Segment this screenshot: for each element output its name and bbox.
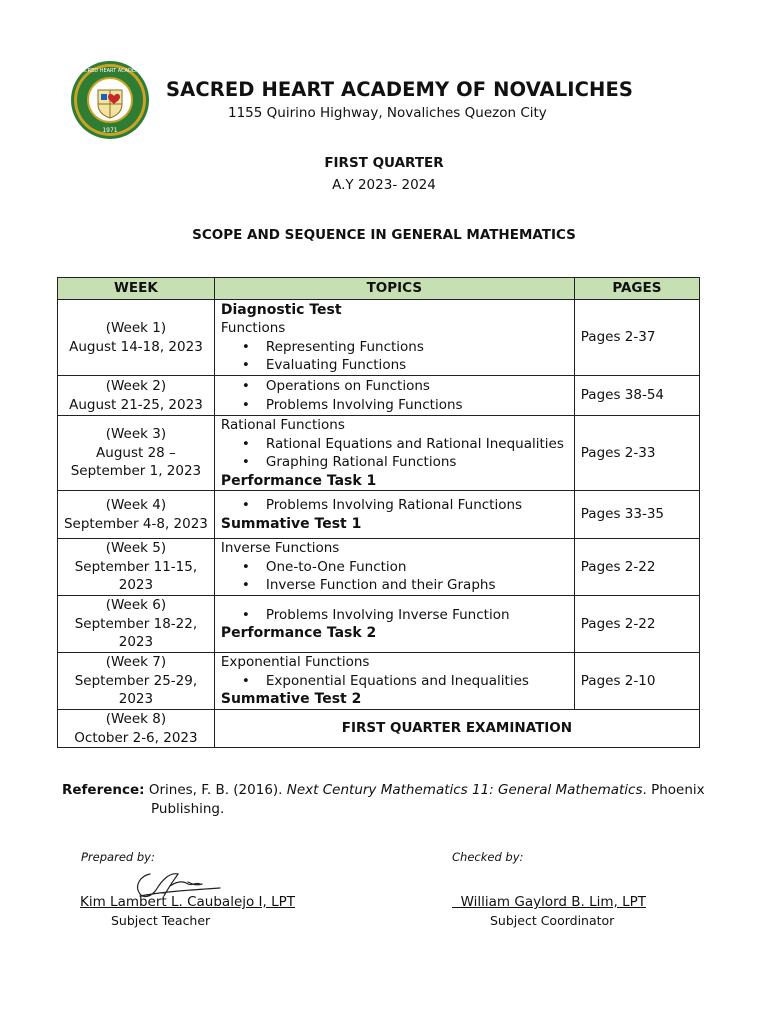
week-line: (Week 4) (105, 497, 167, 513)
week-cell (58, 539, 215, 596)
bullet-icon: • (241, 577, 250, 594)
exam-cell: FIRST QUARTER EXAMINATION (214, 710, 699, 748)
week-line: October 2-6, 2023 (74, 729, 198, 746)
bullet-icon: • (241, 454, 250, 470)
topic-text: Rational Equations and Rational Inequalities (265, 435, 564, 452)
pages-cell: Pages 38-54 (574, 376, 699, 416)
topic-heading: Functions (220, 320, 286, 336)
week-line: September 4-8, 2023 (63, 515, 208, 532)
reference-book-title: Next Century Mathematics 11: General Mathematics (286, 782, 643, 798)
week-line: September 18-22, (74, 615, 198, 632)
bullet-icon: • (241, 396, 250, 413)
header-topics: TOPICS (214, 278, 574, 300)
week-line: (Week 7) (105, 654, 167, 671)
topic-text: Operations on Functions (265, 378, 430, 394)
week-cell (58, 300, 215, 376)
topics-cell (214, 653, 574, 710)
topic-bullet-item (221, 496, 574, 515)
svg-text:1971: 1971 (102, 127, 118, 134)
topic-bullet-item (221, 377, 574, 396)
week-line: August 28 – (96, 444, 176, 461)
bullet-icon: • (241, 606, 250, 623)
topic-assessment: Performance Task 1 (220, 472, 377, 489)
week-cell (58, 491, 215, 539)
bullet-icon: • (241, 357, 250, 373)
topics-cell (214, 539, 574, 596)
topic-bullet-item (221, 356, 574, 375)
reference-publisher-continued: Publishing. (151, 801, 225, 817)
topic-assessment: Summative Test 1 (220, 515, 362, 532)
bullet-icon: • (241, 435, 250, 452)
table-row (58, 653, 700, 710)
svg-text:SACRED HEART ACADEMY: SACRED HEART ACADEMY (77, 68, 143, 74)
week-cell (58, 416, 215, 491)
pages-cell: Pages 2-33 (574, 416, 699, 491)
checked-by-name (452, 894, 646, 910)
reference (62, 781, 712, 819)
topics-cell (214, 300, 574, 376)
week-line: (Week 1) (105, 320, 167, 336)
topic-text: Problems Involving Inverse Function (265, 606, 510, 623)
topic-bullet-item (221, 435, 574, 454)
topics-cell (214, 596, 574, 653)
topic-text: Exponential Equations and Inequalities (265, 672, 529, 689)
document-title: SCOPE AND SEQUENCE IN GENERAL MATHEMATICS (192, 227, 576, 243)
topic-bullet-item (221, 338, 574, 357)
topic-assessment: Summative Test 2 (220, 691, 362, 708)
topic-bullet-item (221, 672, 574, 691)
topic-text: Inverse Function and their Graphs (265, 577, 496, 594)
topic-text: One-to-One Function (265, 558, 407, 575)
week-cell (58, 653, 215, 710)
topic-assessment: Diagnostic Test (220, 301, 342, 318)
pages-cell: Pages 2-22 (574, 596, 699, 653)
topic-text: Graphing Rational Functions (265, 454, 457, 470)
quarter-heading: FIRST QUARTER (324, 155, 444, 171)
week-line: (Week 5) (105, 540, 167, 557)
week-line: 2023 (118, 634, 154, 651)
bullet-icon: • (241, 672, 250, 689)
table-row (58, 491, 700, 539)
topic-text: Representing Functions (265, 338, 424, 355)
week-line: (Week 6) (105, 597, 167, 614)
table-row (58, 539, 700, 596)
school-address: 1155 Quirino Highway, Novaliches Quezon City (228, 105, 547, 121)
prepared-by-label: Prepared by: (81, 850, 155, 864)
table-row (58, 596, 700, 653)
week-line: (Week 8) (105, 711, 167, 727)
topic-bullet-item (221, 576, 574, 595)
topics-cell (214, 376, 574, 416)
table-row (58, 376, 700, 416)
school-seal-logo (70, 60, 150, 140)
prepared-by-name: Kim Lambert L. Caubalejo I, LPT (80, 894, 296, 910)
pages-cell: Pages 2-10 (574, 653, 699, 710)
prepared-by-role: Subject Teacher (111, 913, 211, 928)
topic-heading: Inverse Functions (220, 540, 340, 557)
table-body (58, 300, 700, 748)
checked-by-name-text: William Gaylord B. Lim, LPT (460, 894, 647, 910)
checked-by-label: Checked by: (452, 850, 524, 864)
scope-sequence-table (57, 277, 700, 748)
reference-label: Reference: (62, 782, 145, 798)
topic-assessment: Performance Task 2 (220, 625, 377, 641)
topic-bullet-item (221, 396, 574, 415)
reference-publisher: . Phoenix (642, 782, 705, 798)
bullet-icon: • (241, 558, 250, 575)
week-cell (58, 596, 215, 653)
week-line: 2023 (118, 577, 154, 594)
week-cell (58, 376, 215, 416)
topic-heading: Rational Functions (220, 417, 345, 433)
week-line: September 11-15, (74, 558, 198, 575)
week-line: August 14-18, 2023 (69, 338, 203, 355)
topic-text: Problems Involving Functions (265, 396, 463, 413)
checked-by-role: Subject Coordinator (490, 913, 615, 928)
topic-bullet-item (221, 453, 574, 472)
topics-cell (214, 491, 574, 539)
table-row (58, 416, 700, 491)
week-line: September 25-29, (74, 672, 198, 689)
topic-text: Evaluating Functions (265, 357, 407, 373)
topic-text: Problems Involving Rational Functions (265, 497, 523, 513)
week-line: September 1, 2023 (70, 463, 202, 480)
week-cell (58, 710, 215, 748)
topics-cell (214, 416, 574, 491)
week-line: August 21-25, 2023 (69, 396, 203, 413)
school-name: SACRED HEART ACADEMY OF NOVALICHES (166, 78, 634, 101)
reference-authors: Orines, F. B. (2016). (148, 782, 287, 798)
header-week: WEEK (58, 278, 215, 300)
header-pages: PAGES (574, 278, 699, 300)
pages-cell: Pages 2-22 (574, 539, 699, 596)
academic-year: A.Y 2023- 2024 (332, 177, 436, 193)
topic-bullet-item (221, 558, 574, 577)
week-line: 2023 (118, 691, 154, 708)
bullet-icon: • (241, 338, 250, 355)
pages-cell: Pages 2-37 (574, 300, 699, 376)
bullet-icon: • (241, 378, 250, 394)
week-line: (Week 2) (105, 378, 167, 394)
topic-bullet-item (221, 606, 574, 625)
table-row (58, 300, 700, 376)
topic-heading: Exponential Functions (220, 654, 370, 671)
table-row (58, 710, 700, 748)
pages-cell: Pages 33-35 (574, 491, 699, 539)
bullet-icon: • (241, 497, 250, 513)
table-header-row (58, 278, 700, 300)
week-line: (Week 3) (105, 426, 167, 443)
